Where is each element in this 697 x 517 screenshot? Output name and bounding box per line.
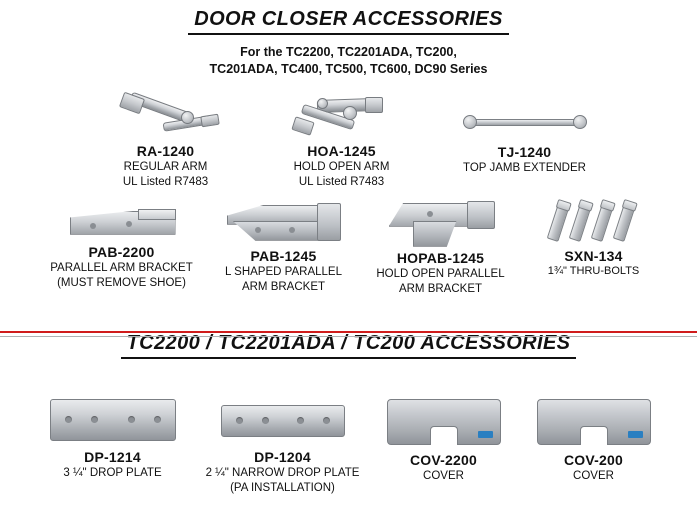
l-shaped-parallel-arm-bracket-icon — [225, 199, 343, 245]
product-code: PAB-2200 — [88, 243, 155, 260]
product-code: RA-1240 — [136, 142, 195, 159]
closer-cover-icon — [537, 399, 651, 445]
product-code: DP-1214 — [84, 448, 141, 465]
product-hopab-1245 — [358, 199, 524, 296]
product-code: HOA-1245 — [307, 142, 376, 159]
section-1-subtitle — [0, 44, 697, 78]
product-desc-line-1: TOP JAMB EXTENDER — [463, 161, 586, 174]
catalog-page — [0, 8, 697, 517]
product-code: COV-200 — [564, 451, 623, 468]
product-pab-1245 — [210, 199, 358, 294]
product-pab-2200 — [34, 199, 210, 290]
hold-open-parallel-arm-bracket-icon — [385, 199, 497, 247]
product-desc-line-1: 2 ¼" NARROW DROP PLATE — [205, 466, 360, 479]
section-1-subtitle-line-1: For the TC2200, TC2201ADA, TC200, — [240, 45, 457, 59]
section-divider-gray — [0, 336, 697, 337]
product-code: DP-1204 — [254, 448, 311, 465]
product-code: HOPAB-1245 — [396, 249, 485, 266]
product-desc-line-1: HOLD OPEN PARALLEL — [376, 267, 505, 280]
product-cov-2200 — [369, 399, 519, 483]
section-1-row-2 — [0, 199, 697, 296]
product-desc-line-1: 1¾" THRU-BOLTS — [547, 264, 640, 277]
product-hoa-1245 — [254, 92, 430, 189]
closer-cover-icon — [387, 399, 501, 445]
hold-open-arm-icon — [287, 92, 397, 140]
product-code: COV-2200 — [410, 451, 477, 468]
product-tj-1240 — [430, 92, 620, 175]
product-desc-line-1: L SHAPED PARALLEL — [225, 265, 342, 278]
thru-bolts-icon — [546, 199, 642, 245]
parallel-arm-bracket-icon — [68, 199, 176, 241]
section-divider-red — [0, 331, 697, 333]
product-code: SXN-134 — [564, 247, 623, 264]
product-desc-line-2: UL Listed R7483 — [122, 175, 209, 188]
product-desc-line-1: COVER — [423, 469, 464, 482]
section-1-row-1 — [0, 92, 697, 189]
product-desc-line-2: UL Listed R7483 — [298, 175, 385, 188]
product-desc-line-1: PARALLEL ARM BRACKET — [50, 261, 193, 274]
narrow-drop-plate-icon — [221, 405, 345, 437]
top-jamb-extender-icon — [463, 110, 587, 132]
closer-arm-icon — [111, 92, 221, 140]
product-dp-1214 — [29, 399, 197, 480]
product-desc-line-1: HOLD OPEN ARM — [293, 160, 390, 173]
product-sxn-134 — [524, 199, 664, 278]
section-2-row — [0, 399, 697, 495]
product-code: PAB-1245 — [250, 247, 317, 264]
product-desc-line-2: ARM BRACKET — [398, 282, 483, 295]
section-2-title: TC2200 / TC2201ADA / TC200 ACCESSORIES — [121, 332, 577, 359]
product-desc-line-1: COVER — [573, 469, 614, 482]
product-desc-line-2: (PA INSTALLATION) — [230, 481, 335, 494]
drop-plate-icon — [50, 399, 176, 441]
product-desc-line-2: (MUST REMOVE SHOE) — [57, 276, 186, 289]
product-cov-200 — [519, 399, 669, 483]
product-desc-line-1: REGULAR ARM — [123, 160, 208, 173]
section-1-subtitle-line-2: TC201ADA, TC400, TC500, TC600, DC90 Series — [209, 61, 488, 76]
product-ra-1240 — [78, 92, 254, 189]
product-code: TJ-1240 — [497, 143, 552, 160]
product-desc-line-1: 3 ¼" DROP PLATE — [63, 466, 162, 479]
section-1-title: DOOR CLOSER ACCESSORIES — [188, 8, 509, 35]
product-dp-1204 — [197, 399, 369, 495]
product-desc-line-2: ARM BRACKET — [241, 280, 326, 293]
section-1-title-container — [0, 8, 697, 35]
